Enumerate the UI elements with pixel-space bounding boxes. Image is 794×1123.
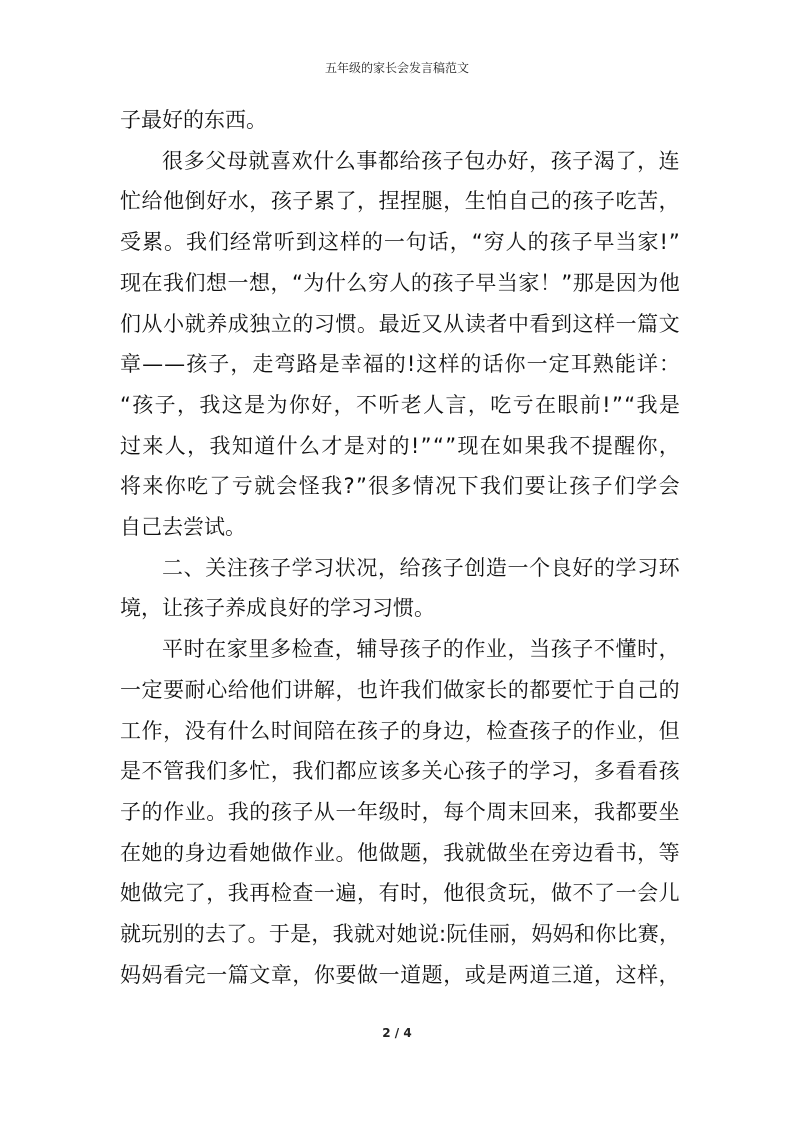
text-line: “ 孩 子 ， 我 这 是 为 你 好 ， 不 听 老 人 言 ， 吃 亏 在 眼 前 ! ” “ 我 是 — [120, 393, 680, 417]
text-line: 子 的 作 业 。 我 的 孩 子 从 一 年 级 时 ， 每 个 周 末 回 来 ， 我 都 要 坐 — [120, 800, 680, 824]
text-line: 们 从 小 就 养 成 独 立 的 习 惯 。 最 近 又 从 读 者 中 看 到 这 样 一 篇 文 — [120, 312, 680, 336]
text-line: 妈 妈 看 完 一 篇 文 章 ， 你 要 做 一 道 题 ， 或 是 两 道 三 道 ， 这 样 ， — [120, 963, 680, 987]
text-line: 二 、 关 注 孩 子 学 习 状 况 ， 给 孩 子 创 造 一 个 良 好 的 学 习 环 — [162, 556, 680, 580]
text-line: 就 玩 别 的 去 了 。 于 是 ， 我 就 对 她 说 : 阮 佳 丽 ， 妈 妈 和 你 比 赛 ， — [120, 922, 680, 946]
text-line: 是 不 管 我 们 多 忙 ， 我 们 都 应 该 多 关 心 孩 子 的 学 习 ， 多 看 看 孩 — [120, 759, 680, 783]
text-line: 在 她 的 身 边 看 她 做 作 业 。 他 做 题 ， 我 就 做 坐 在 旁 边 看 书 ， 等 — [120, 841, 680, 865]
text-line: 工 作 ， 没 有 什 么 时 间 陪 在 孩 子 的 身 边 ， 检 查 孩 子 的 作 业 ， 但 — [120, 719, 680, 743]
text-line: 章 — — 孩 子 ， 走 弯 路 是 幸 福 的 ! 这 样 的 话 你 一 定 耳 熟 能 详 ： — [120, 352, 680, 376]
text-line: 将 来 你 吃 了 亏 就 会 怪 我 ? ” 很 多 情 况 下 我 们 要 让 孩 子 们 学 会 — [120, 474, 680, 498]
page-number: 2 / 4 — [382, 1026, 412, 1040]
text-line: 过 来 人 ， 我 知 道 什 么 才 是 对 的 ! ” “ ” 现 在 如 果 我 不 提 醒 你 ， — [120, 434, 680, 458]
text-line: 自 己 去 尝 试 。 — [120, 515, 246, 539]
text-line: 忙 给 他 倒 好 水 ， 孩 子 累 了 ， 捏 捏 腿 ， 生 怕 自 己 的 孩 子 吃 苦 ， — [120, 189, 680, 213]
text-line: 一 定 要 耐 心 给 他 们 讲 解 ， 也 许 我 们 做 家 长 的 都 要 忙 于 自 己 的 — [120, 678, 680, 702]
text-line: 很 多 父 母 就 喜 欢 什 么 事 都 给 孩 子 包 办 好 ， 孩 子 渴 了 ， 连 — [162, 149, 680, 173]
text-line: 境 ， 让 孩 子 养 成 良 好 的 学 习 习 惯 。 — [120, 596, 435, 620]
text-line: 受 累 。 我 们 经 常 听 到 这 样 的 一 句 话 ， “ 穷 人 的 孩 子 早 当 家 ! ” — [120, 230, 680, 254]
page-header-title: 五年级的家长会发言稿范文 — [324, 61, 469, 75]
text-line: 她 做 完 了 ， 我 再 检 查 一 遍 ， 有 时 ， 他 很 贪 玩 ， 做 不 了 一 会 儿 — [120, 881, 680, 905]
text-line: 子 最 好 的 东 西 。 — [120, 108, 267, 132]
text-line: 现 在 我 们 想 一 想 ， “ 为 什 么 穷 人 的 孩 子 早 当 家 ！ ” 那 是 因 为 他 — [120, 271, 680, 295]
text-line: 平 时 在 家 里 多 检 查 ， 辅 导 孩 子 的 作 业 ， 当 孩 子 不 懂 时 ， — [162, 637, 680, 661]
